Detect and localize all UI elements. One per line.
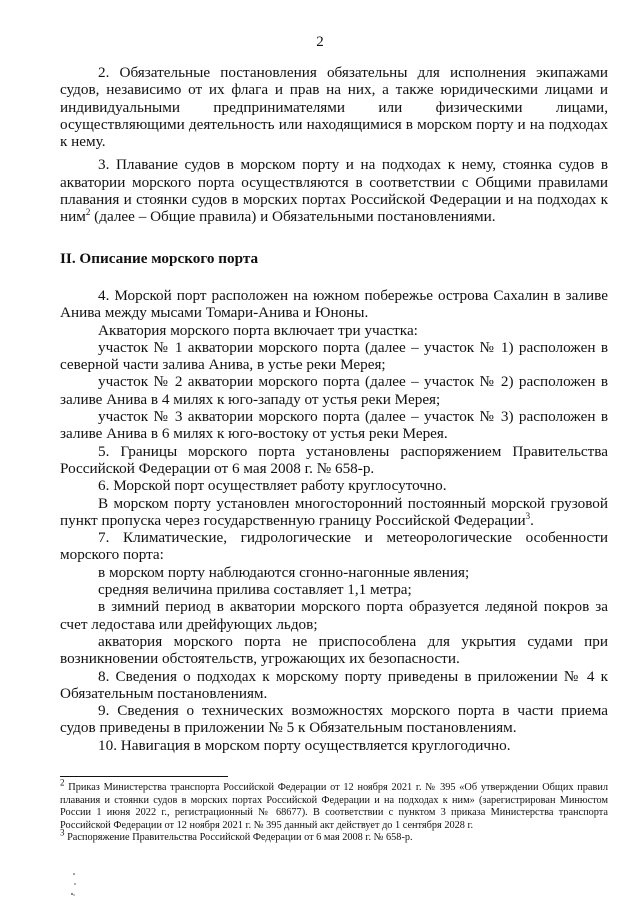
paragraph-7-item-4: акватория морского порта не приспособлена для укрытия судами при возникновении обстоятельств, угрожающих их безопасности. — [60, 632, 608, 668]
paragraph-7-item-2: средняя величина прилива составляет 1,1 метра; — [98, 581, 412, 599]
footnote-ref-2: 2 — [85, 207, 91, 218]
footnote-2 — [60, 777, 608, 832]
paragraph-7-item-3: в зимний период в акватории морского порта образуется ледяной покров за счет ледостава или дрейфующих льдов; — [60, 598, 608, 633]
section-heading: II. Описание морского порта — [60, 249, 259, 267]
paragraph-4-section-1: участок № 1 акватории морского порта (далее – участок № 1) расположен в северной части залива Анива, в устье реки Мерея; — [60, 338, 608, 374]
paragraph-4-water-area: Акватория морского порта включает три участка: — [98, 321, 418, 339]
footnote-3-text: Распоряжение Правительства Российской Федерации от 6 мая 2008 г. № 658-р. — [64, 832, 413, 844]
paragraph-4-section-3: участок № 3 акватории морского порта (далее – участок № 3) расположен в заливе Анива в 6 милях к юго-востоку от устья реки Мерея. — [60, 408, 608, 443]
paragraph-8: 8. Сведения о подходах к морскому порту приведены в приложении № 4 к Обязательным постановлениям. — [60, 667, 608, 702]
paragraph-6-checkpoint-end: . — [530, 511, 534, 529]
paragraph-2: 2. Обязательные постановления обязательны для исполнения экипажами судов, независимо от их флага и прав на них, а также юридическими лицами и индивидуальными предпринимателями или физическими лицами, осуществляющими деятельность или находящимися в морском порту и на подходах к нему. — [60, 64, 608, 151]
footnote-divider — [60, 776, 228, 777]
paragraph-6: 6. Морской порт осуществляет работу круглосуточно. — [98, 477, 447, 495]
page-number: 2 — [316, 34, 324, 50]
paragraph-7: 7. Климатические, гидрологические и метеорологические особенности морского порта: — [60, 529, 608, 564]
paragraph-4-section-2: участок № 2 акватории морского порта (далее – участок № 2) расположен в заливе Анива в 4 милях к юго-западу от устья реки Мерея; — [60, 373, 608, 408]
paragraph-9: 9. Сведения о технических возможностях морского порта в части приема судов приведены в приложении № 5 к Обязательным постановлениям. — [60, 702, 608, 737]
paragraph-10: 10. Навигация в морском порту осуществляется круглогодично. — [98, 736, 511, 754]
paragraph-6-checkpoint — [60, 495, 608, 530]
footnote-3 — [60, 827, 608, 845]
paragraph-3 — [60, 156, 608, 225]
paragraph-6-checkpoint-text: В морском порту установлен многосторонний постоянный морской грузовой пункт пропуска через государственную границу Российской Федерации — [60, 494, 608, 529]
footnotes — [60, 777, 608, 845]
paragraph-4: 4. Морской порт расположен на южном побережье острова Сахалин в заливе Анива между мысами Томари-Анива и Юноны. — [60, 286, 608, 322]
footnote-2-mark: 2 — [60, 777, 65, 788]
scan-specks — [70, 870, 90, 900]
footnote-ref-3: 3 — [525, 510, 531, 521]
paragraph-7-item-1: в морском порту наблюдаются сгонно-нагонные явления; — [98, 563, 470, 581]
paragraph-3-tail: (далее – Общие правила) и Обязательными постановлениями. — [90, 208, 496, 226]
paragraph-3-text: 3. Плавание судов в морском порту и на подходах к нему, стоянка судов в акватории морского порта осуществляются в соответствии с Общими правилами плавания и стоянки судов в морских портах Российской Федерации и на подходах к ним — [60, 156, 608, 226]
paragraph-5: 5. Границы морского порта установлены распоряжением Правительства Российской Федерации от 6 мая 2008 г. № 658-р. — [60, 442, 608, 477]
footnote-3-mark: 3 — [60, 827, 65, 838]
footnote-2-text: Приказ Министерства транспорта Российской Федерации от 12 ноября 2021 г. № 395 «Об утверждении Общих правил плавания и стоянки судов в морских портах Российской Федерации и на подходах к ним» (зарегистрирован Минюстом России 1 июня 2022 г., регистрационный № 68677). В соответствии с пунктом 3 приказа Министерства транспорта Российской Федерации от 12 ноября 2021 г. № 395 данный акт действует до 1 сентября 2028 г. — [60, 782, 608, 831]
document-body — [60, 64, 608, 754]
